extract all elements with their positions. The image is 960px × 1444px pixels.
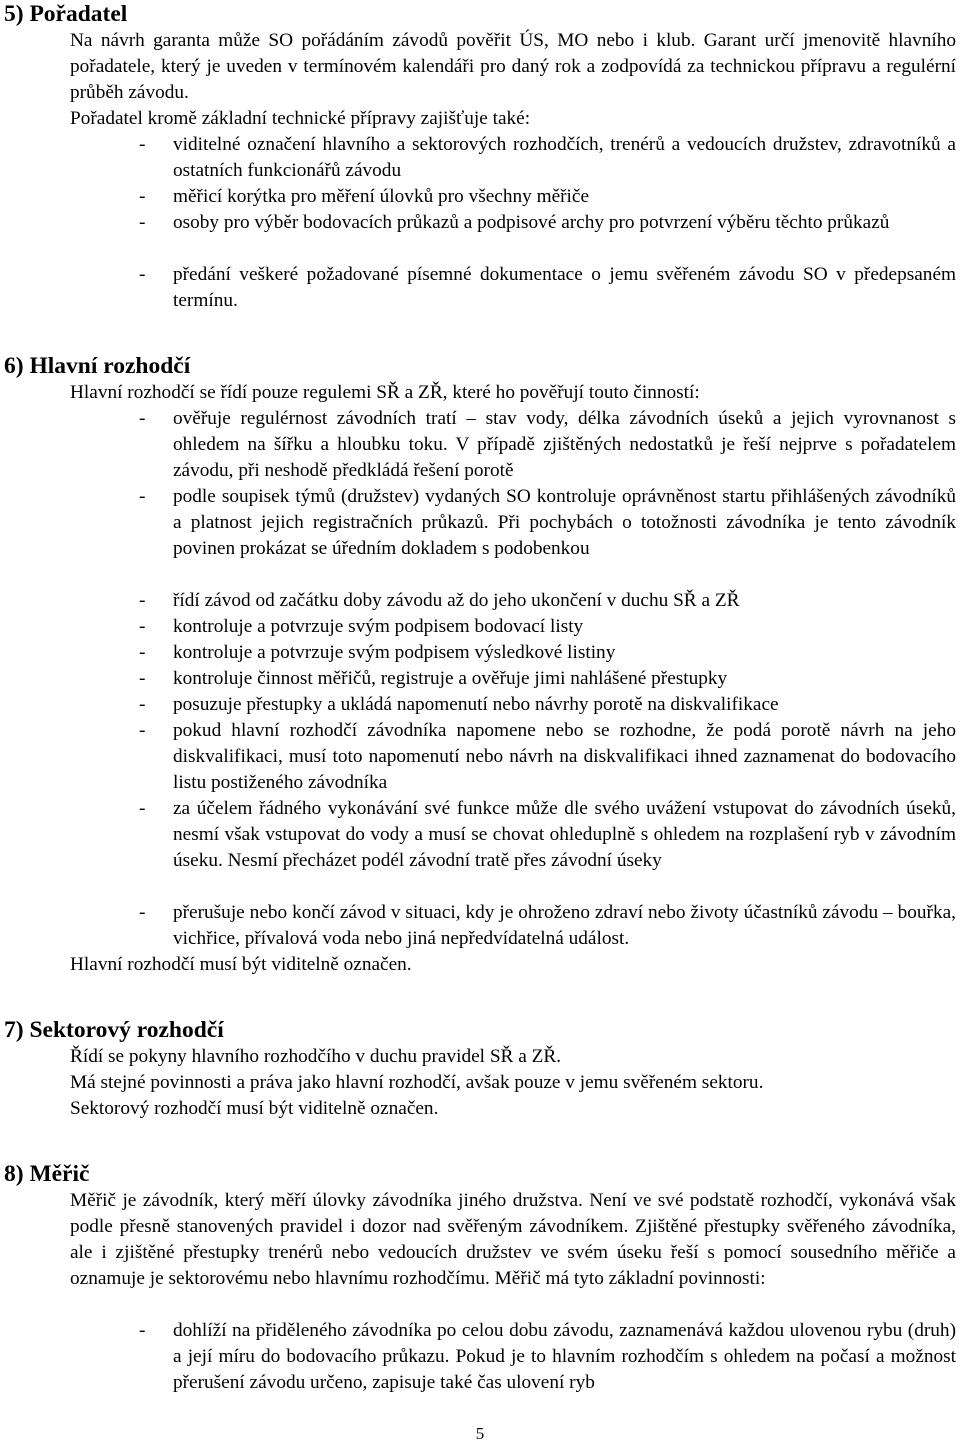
list-item-text: měřicí korýtka pro měření úlovků pro všechny měřiče bbox=[173, 186, 590, 207]
list-lead: Hlavní rozhodčí se řídí pouze regulemi SŘ a ZŘ, které ho pověřují touto činností: bbox=[70, 382, 700, 403]
list-item-text: podle soupisek týmů (družstev) vydaných SO kontroluje oprávněnost startu přihlášených závodníků a platnost jejich registračních průkazů. Při pochybách o totožnosti závodníka je tento závodník povinen prokázat se úředním dokladem s podobenkou bbox=[173, 486, 956, 559]
list-item-text: za účelem řádného vykonávání své funkce může dle svého uvážení vstupovat do závodních úseků, nesmí však vstupovat do vody a musí se chovat ohleduplně s ohledem na rozplašení ryb v závodním úseku. Nesmí přecházet podél závodní tratě přes závodní úseky bbox=[173, 798, 956, 871]
section-line: Má stejné povinnosti a práva jako hlavní rozhodčí, avšak pouze v jemu svěřeném sektoru. bbox=[70, 1072, 764, 1093]
bullet-dash: - bbox=[139, 212, 146, 233]
bullet-dash: - bbox=[139, 668, 146, 689]
bullet-dash: - bbox=[139, 642, 146, 663]
bullet-dash: - bbox=[139, 590, 146, 611]
list-item-text: ověřuje regulérnost závodních tratí – stav vody, délka závodních úseků a jejich vyrovnanost s ohledem na šířku a hloubku toku. V případě zjištěných nedostatků je řeší nejprve s pořadatelem závodu, při neshodě předkládá řešení porotě bbox=[173, 408, 956, 481]
bullet-dash: - bbox=[139, 616, 146, 637]
section-line: Sektorový rozhodčí musí být viditelně označen. bbox=[70, 1098, 439, 1119]
section-closing: Hlavní rozhodčí musí být viditelně označen. bbox=[70, 954, 412, 975]
bullet-dash: - bbox=[139, 134, 146, 155]
section-heading-meric: 8) Měřič bbox=[4, 1161, 90, 1187]
bullet-dash: - bbox=[139, 264, 146, 285]
list-item-text: předání veškeré požadované písemné dokumentace o jemu svěřeném závodu SO v předepsaném termínu. bbox=[173, 264, 956, 311]
bullet-dash: - bbox=[139, 798, 146, 819]
bullet-dash: - bbox=[139, 902, 146, 923]
list-item-text: pokud hlavní rozhodčí závodníka napomene nebo se rozhodne, že podá porotě návrh na jeho diskvalifikaci, musí toto napomenutí nebo návrh na diskvalifikaci ihned zaznamenat do bodovacího listu postiženého závodníka bbox=[173, 720, 956, 793]
bullet-dash: - bbox=[139, 1320, 146, 1341]
section-line: Řídí se pokyny hlavního rozhodčího v duchu pravidel SŘ a ZŘ. bbox=[70, 1046, 562, 1067]
bullet-dash: - bbox=[139, 486, 146, 507]
page-number: 5 bbox=[475, 1424, 485, 1443]
list-item-text: kontroluje a potvrzuje svým podpisem bodovací listy bbox=[173, 616, 584, 637]
section-heading-hlavni-rozhodci: 6) Hlavní rozhodčí bbox=[4, 353, 191, 379]
section-paragraph: Měřič je závodník, který měří úlovky závodníka jiného družstva. Není ve své podstatě rozhodčí, vykonává však podle přesně stanovených pravidel i dozor nad svěřeným závodníkem. Zjištěné přestupky svěřeného závodníka, ale i zjištěné přestupky trenérů nebo vedoucích družstev ve svém úseku řeší s pomocí sousedního měřiče a oznamuje je sektorovému nebo hlavnímu rozhodčímu. Měřič má tyto základní povinnosti: bbox=[70, 1190, 956, 1289]
list-item-text: posuzuje přestupky a ukládá napomenutí nebo návrhy porotě na diskvalifikace bbox=[173, 694, 779, 715]
section-heading-sektorovy-rozhodci: 7) Sektorový rozhodčí bbox=[4, 1017, 224, 1043]
list-item-text: viditelné označení hlavního a sektorových rozhodčích, trenérů a vedoucích družstev, zdravotníků a ostatních funkcionářů závodu bbox=[173, 134, 956, 181]
list-item-text: řídí závod od začátku doby závodu až do jeho ukončení v duchu SŘ a ZŘ bbox=[173, 590, 740, 611]
bullet-dash: - bbox=[139, 694, 146, 715]
list-item-text: kontroluje činnost měřičů, registruje a ověřuje jimi nahlášené přestupky bbox=[173, 668, 728, 689]
bullet-dash: - bbox=[139, 720, 146, 741]
list-item-text: osoby pro výběr bodovacích průkazů a podpisové archy pro potvrzení výběru těchto průkazů bbox=[173, 212, 890, 233]
bullet-dash: - bbox=[139, 186, 146, 207]
list-item-text: kontroluje a potvrzuje svým podpisem výsledkové listiny bbox=[173, 642, 616, 663]
section-paragraph: Na návrh garanta může SO pořádáním závodů pověřit ÚS, MO nebo i klub. Garant určí jmenovitě hlavního pořadatele, který je uveden v termínovém kalendáři pro daný rok a zodpovídá za technickou přípravu a regulérní průběh závodu. bbox=[70, 30, 956, 103]
list-item-text: přerušuje nebo končí závod v situaci, kdy je ohroženo zdraví nebo životy účastníků závodu – bouřka, vichřice, přívalová voda nebo jiná nepředvídatelná událost. bbox=[173, 902, 956, 949]
list-item-text: dohlíží na přiděleného závodníka po celou dobu závodu, zaznamenává každou ulovenou rybu (druh) a její míru do bodovacího průkazu. Pokud je to hlavním rozhodčím s ohledem na počasí a možnost přerušení závodu určeno, zapisuje také čas ulovení ryb bbox=[173, 1320, 956, 1393]
bullet-dash: - bbox=[139, 408, 146, 429]
section-heading-poradatel: 5) Pořadatel bbox=[4, 1, 128, 27]
list-lead: Pořadatel kromě základní technické přípravy zajišťuje také: bbox=[70, 108, 531, 129]
